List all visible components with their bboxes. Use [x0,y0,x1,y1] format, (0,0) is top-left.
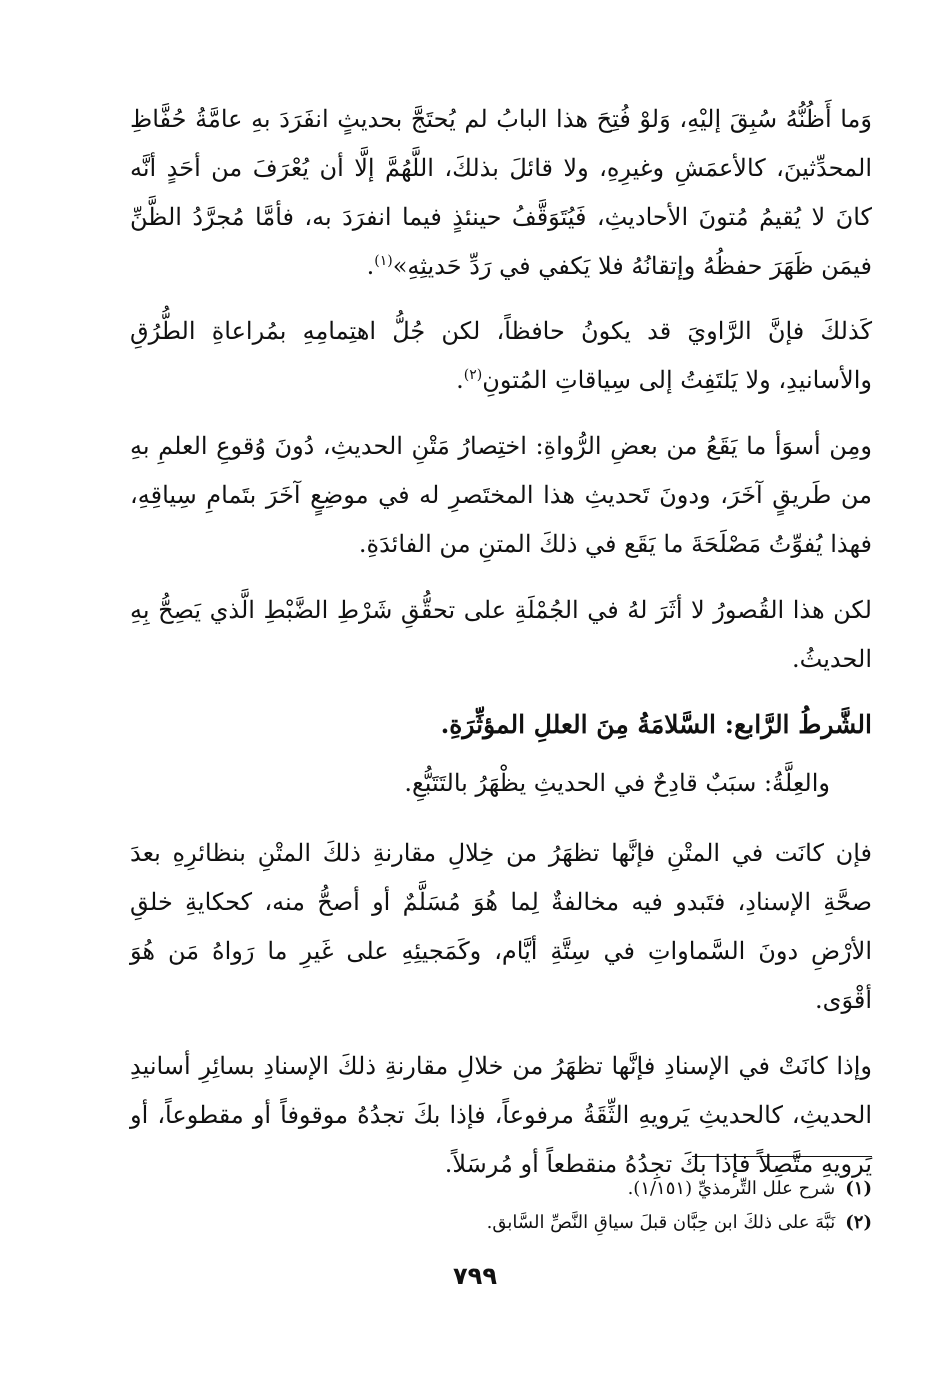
paragraph-2 [130,307,872,405]
paragraph-6: وإذا كانَتْ في الإسنادِ فإنَّها تظهَرُ من خلالِ مقارنةِ ذلكَ الإسنادِ بسائِرِ أسانيدِ الحديثِ، كالحديثِ يَرويهِ الثِّقَةُ مرفوعاً، فإذا بكَ تجدُهُ موقوفاً أو مقطوعاً، أو يَرويهِ متَّصِلاً فإذا بكَ تجِدُهُ منقطعاً أو مُرسَلاً. [130,1052,872,1178]
definition-line: والعِلَّةُ: سبَبٌ قادِحٌ في الحديثِ يظْهَرُ بالتَتَبُّعِ. [404,769,830,797]
footnote-2-text: نَبَّهَ على ذلكَ ابن حِبَّان قبلَ سياقِ النَّصِّ السَّابق. [486,1212,836,1233]
paragraph-3 [130,422,872,569]
footnote-ref-2[interactable]: (٢) [463,367,483,383]
paragraph-2-text: كَذلكَ فإنَّ الرَّاويَ قد يكونُ حافظاً، لكن جُلُّ اهتِمامِهِ بمُراعاةِ الطُّرُقِ والأسانيدِ، ولا يَلتَفِتُ إلى سِياقاتِ المُتونِ [130,317,872,394]
page-number: ٧٩٩ [453,1262,497,1290]
paragraph-5: فإن كانَت في المتْنِ فإنَّها تظهَرُ من خِلالِ مقارنةِ ذلكَ المتْنِ بنظائرِهِ بعدَ صحَّةِ الإسنادِ، فتَبدو فيه مخالفةٌ لِما هُوَ مُسَلَّمٌ أو أصحُّ منه، كحكايةِ خلقِ الأرْضِ دونَ السَّماواتِ في سِتَّةِ أيَّام، وكَمَجيئِهِ على غَيرِ ما رَواهُ مَن هُوَ أقْوَى. [130,839,872,1014]
footnote-1 [130,1172,872,1206]
section-heading: الشَّرطُ الرَّابع: السَّلامَةُ مِنَ العللِ المؤثِّرَةِ. [440,710,872,739]
footnote-1-number: (١) [845,1178,872,1199]
footnotes [130,1172,872,1240]
footnote-1-text: شرح علل التِّرمذيِّ (١/١٥١). [627,1178,836,1199]
page-body [130,95,872,1206]
footnote-divider [692,1156,872,1157]
footnote-2 [130,1206,872,1240]
paragraph-2-tail: . [456,366,464,394]
paragraph-1-text: وَما أَظُنُّهُ سُبِقَ إليْهِ، وَلوْ فُتِحَ هذا البابُ لم يُحتَجَّ بحديثٍ انفَرَدَ بهِ عامَّةُ حُفَّاظِ المحدِّثينَ، كالأعمَشِ وغيرِهِ، ولا قائلَ بذلكَ، اللَّهُمَّ إلَّا أن يُعْرَفَ من أحَدٍ أنَّه كانَ لا يُقيمُ مُتونَ الأحاديثِ، فَيُتَوَقَّفُ حينئذٍ فيما انفرَدَ به، فأمَّا مُجرَّدُ الظَّنِّ فيمَن ظَهَرَ حفظُهُ وإتقانُهُ فلا يَكفي في رَدِّ حَديثِهِ» [130,105,872,280]
paragraph-4-text: لكن هذا القُصورُ لا أثَرَ لهُ في الجُمْلَةِ على تحقُّقِ شَرْطِ الضَّبْطِ الَّذي يَصِحُّ بِهِ الحديثُ. [130,596,872,673]
paragraph-3-text: ومِن أسوَأ ما يَقَعُ من بعضِ الرُّواةِ: اختِصارُ مَتْنِ الحديثِ، دُونَ وُقوعِ العلمِ بهِ من طَريقٍ آخَرَ، ودونَ تَحديثِ هذا المختَصرِ له في موضِعٍ آخَرَ بتَمامِ سِياقِهِ، فهذا يُفوِّتُ مَصْلَحَةَ ما يَقَع في ذلكَ المتنِ من الفائدَةِ. [130,432,872,558]
footnote-2-number: (٢) [845,1212,872,1233]
paragraph-4 [130,586,872,684]
footnote-ref-1[interactable]: (١) [374,253,393,269]
paragraph-1 [130,95,872,291]
paragraph-1-tail: . [366,252,375,280]
